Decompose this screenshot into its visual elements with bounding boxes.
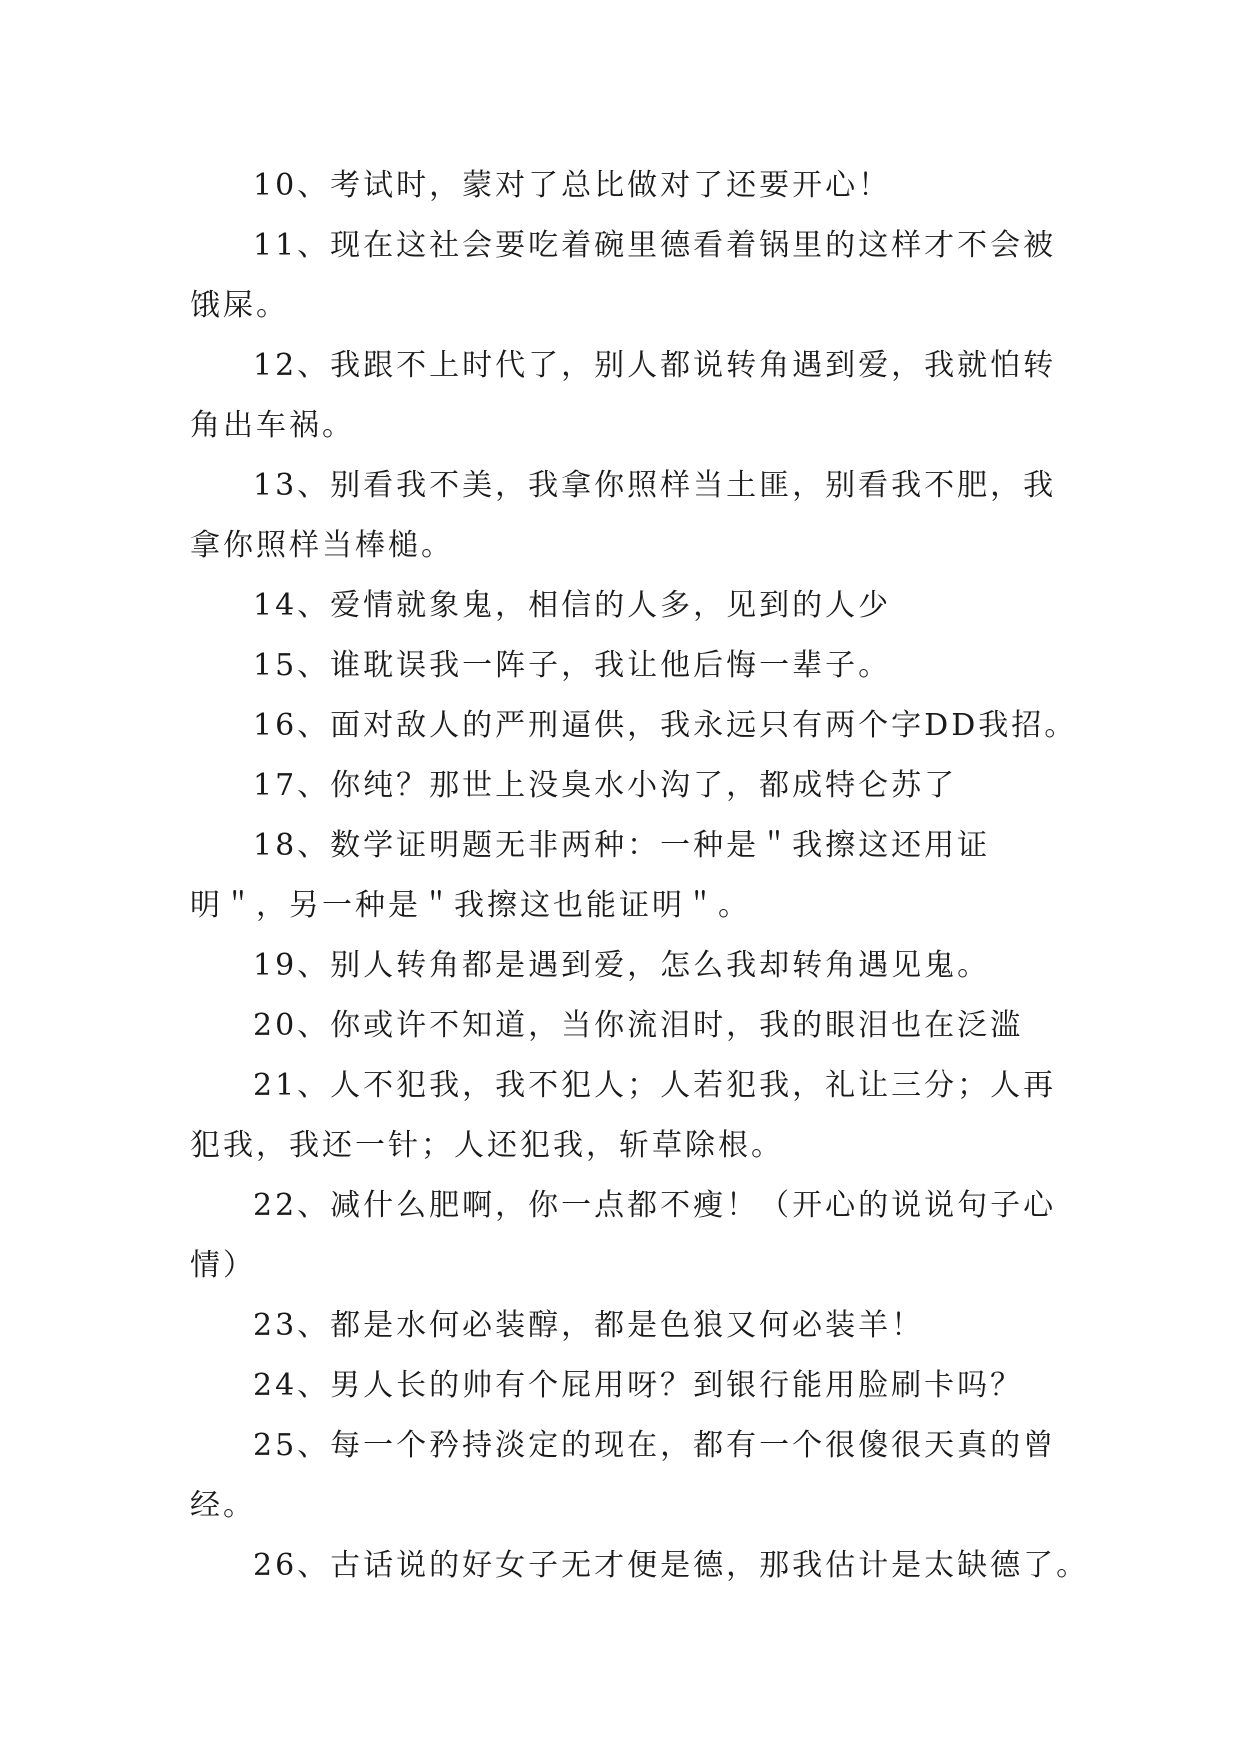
paragraph-line: 12、我跟不上时代了，别人都说转角遇到爱，我就怕转: [253, 348, 1057, 383]
paragraph-line: 20、你或许不知道，当你流泪时，我的眼泪也在泛滥: [253, 1008, 1024, 1043]
paragraph: [190, 636, 1050, 696]
paragraph-line: 经。: [190, 1488, 256, 1523]
paragraph: [190, 1296, 1050, 1356]
paragraph-line: 22、减什么肥啊，你一点都不瘦！（开心的说说句子心: [253, 1188, 1057, 1223]
paragraph-line: 饿屎。: [190, 288, 289, 323]
paragraph-line: 15、谁耽误我一阵子，我让他后悔一辈子。: [253, 648, 892, 683]
paragraph: [190, 336, 1057, 456]
paragraph: [190, 156, 1050, 216]
paragraph: [190, 1356, 1050, 1416]
paragraph: [190, 816, 1050, 936]
paragraph-line: 17、你纯？那世上没臭水小沟了，都成特仑苏了: [253, 768, 958, 803]
paragraph-line: 24、男人长的帅有个屁用呀？到银行能用脸刷卡吗？: [253, 1368, 1024, 1403]
paragraph: [190, 1056, 1057, 1176]
paragraph-line: 犯我，我还一针；人还犯我，斩草除根。: [190, 1128, 784, 1163]
paragraph-line: 拿你照样当棒槌。: [190, 528, 454, 563]
paragraph-line: 14、爱情就象鬼，相信的人多，见到的人少: [253, 588, 892, 623]
paragraph: [190, 576, 1050, 636]
paragraph-line: 25、每一个矜持淡定的现在，都有一个很傻很天真的曾: [253, 1428, 1057, 1463]
paragraph-line: 角出车祸。: [190, 408, 355, 443]
paragraph-line: 11、现在这社会要吃着碗里德看着锅里的这样才不会被: [253, 228, 1057, 263]
paragraph: [190, 996, 1050, 1056]
paragraph: [190, 1416, 1057, 1536]
paragraph: [190, 456, 1057, 576]
paragraph-line: 23、都是水何必装醇，都是色狼又何必装羊！: [253, 1308, 925, 1343]
paragraph: [190, 696, 1078, 756]
paragraph-line: 16、面对敌人的严刑逼供，我永远只有两个字DD我招。: [253, 708, 1078, 743]
paragraph: [190, 756, 1050, 816]
paragraph: [190, 1176, 1057, 1296]
paragraph-line: 10、考试时，蒙对了总比做对了还要开心！: [253, 168, 892, 203]
paragraph-line: 情）: [190, 1248, 256, 1283]
paragraph: [190, 216, 1057, 336]
paragraph: [190, 1536, 1090, 1596]
paragraph-line: 明＂，另一种是＂我擦这也能证明＂。: [190, 888, 751, 923]
paragraph-line: 21、人不犯我，我不犯人；人若犯我，礼让三分；人再: [253, 1068, 1057, 1103]
document-body: [190, 156, 1090, 1596]
paragraph-line: 26、古话说的好女子无才便是德，那我估计是太缺德了。: [253, 1548, 1090, 1583]
paragraph: [190, 936, 1050, 996]
paragraph-line: 13、别看我不美，我拿你照样当土匪，别看我不肥，我: [253, 468, 1057, 503]
paragraph-line: 18、数学证明题无非两种：一种是＂我擦这还用证: [253, 828, 991, 863]
paragraph-line: 19、别人转角都是遇到爱，怎么我却转角遇见鬼。: [253, 948, 991, 983]
